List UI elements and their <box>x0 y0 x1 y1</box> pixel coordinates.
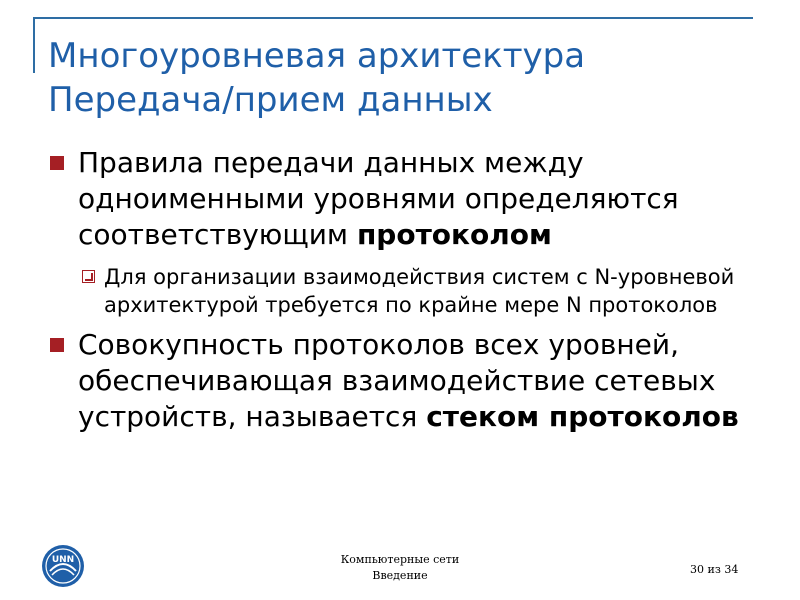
page-number: 30 из 34 <box>690 563 739 576</box>
title-frame-top-line <box>33 17 753 19</box>
sub-bullet-text: Для организации взаимодействия систем с N-уровневой архитектурой требуется по крайне мере N протоколов <box>104 265 735 317</box>
sub-bullet-n-protocols <box>80 263 748 319</box>
footer-course: Компьютерные сети <box>340 553 460 566</box>
logo-text: UNN <box>51 555 75 565</box>
bullet-stack-bold: стеком протоколов <box>426 400 739 433</box>
checkbox-bullet-icon <box>82 270 95 283</box>
title-line-1: Многоуровневая архитектура <box>48 36 586 76</box>
bullet-stack <box>48 327 748 435</box>
title-line-2: Передача/прием данных <box>48 80 493 120</box>
square-bullet-icon <box>50 156 64 170</box>
bullet-rules-text: Правила передачи данных между одноименными уровнями определяются соответствующим <box>78 146 679 251</box>
footer-course-info <box>320 552 480 584</box>
bullet-stack-text: Совокупность протоколов всех уровней, обеспечивающая взаимодействие сетевых устройств, называется <box>78 328 716 433</box>
university-logo-icon <box>40 543 86 589</box>
bullet-rules <box>48 145 748 253</box>
title-frame-left-line <box>33 17 35 73</box>
slide-title <box>48 34 768 122</box>
bullet-rules-bold: протоколом <box>356 218 552 251</box>
square-bullet-icon <box>50 338 64 352</box>
slide-content <box>48 145 748 435</box>
footer-section: Введение <box>372 569 428 582</box>
